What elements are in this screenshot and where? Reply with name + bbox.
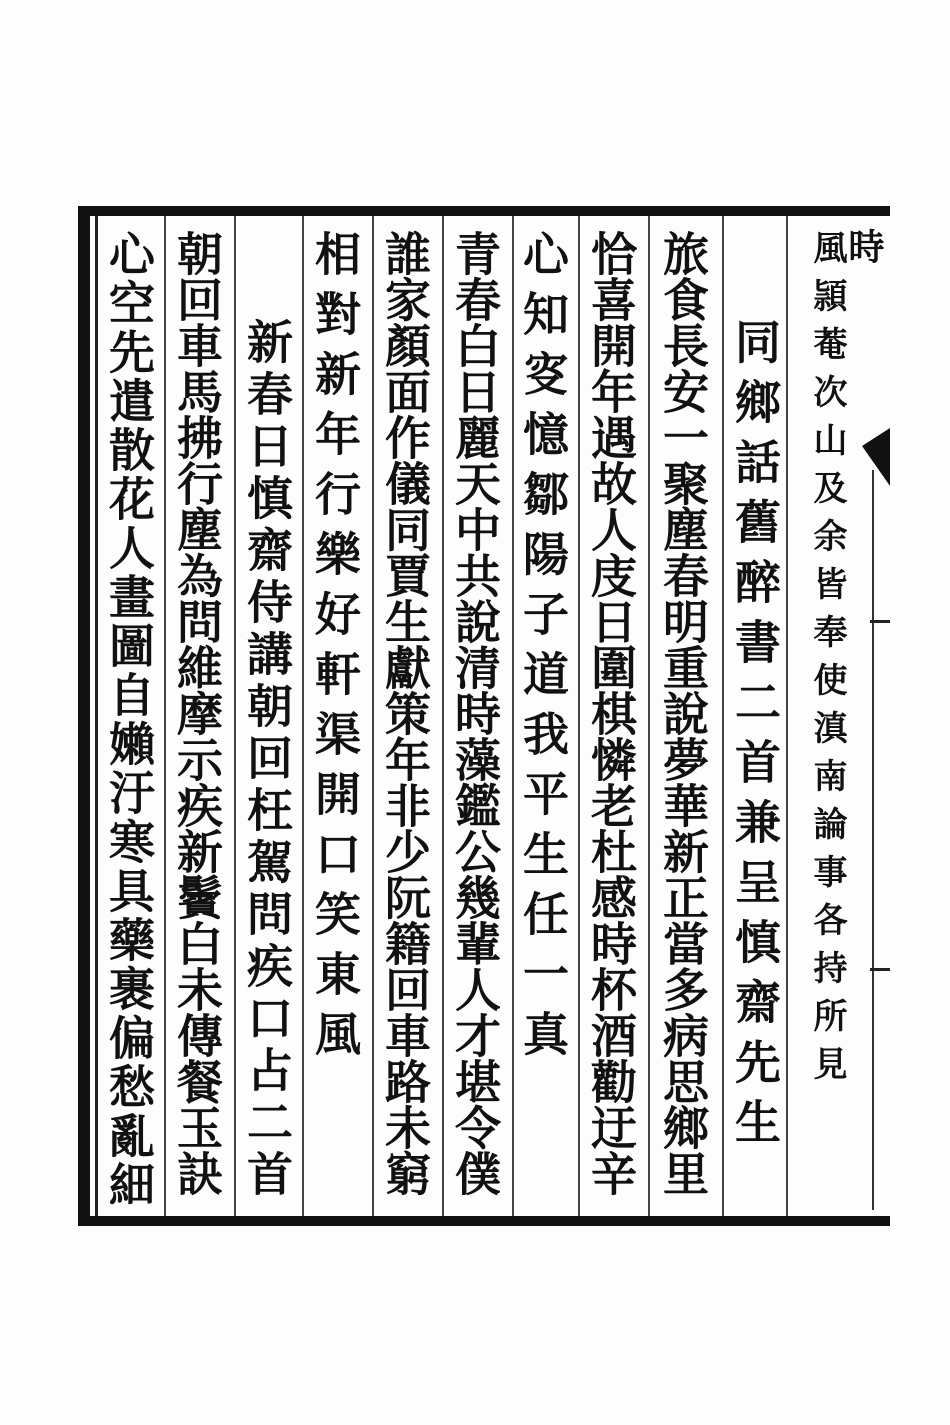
text-column-9: 新春日慎齋侍講朝回枉駕問疾口占二首	[240, 318, 294, 1202]
edge-mark	[870, 620, 890, 623]
edge-mark	[870, 968, 890, 971]
text-column-11: 心空先遣散花人畫圖自嬾汙寒具藥裹偏愁亂細	[102, 230, 156, 1210]
text-column-2: 同鄉話舊醉書二首兼呈慎齋先生	[728, 318, 782, 1158]
frame-left-border	[78, 206, 90, 1226]
text-column-4: 恰喜開年遇故人庋日圍棋憐老杜感時杯酒勸迂辛	[584, 230, 638, 1196]
block-center-edge	[872, 470, 892, 1210]
frame-top-border	[78, 206, 890, 216]
text-column-10: 朝回車馬拂行塵為問維摩示疾新鬢白未傳餐玉訣	[170, 230, 224, 1196]
text-column-6: 青春白日麗天中共說清時藻鑑公幾輩人才堪令僕	[448, 230, 502, 1196]
text-column-3: 旅食長安一聚塵春明重說夢華新正當多病思鄉里	[656, 230, 710, 1196]
text-column-1: 風頴菴次山及余皆奉使滇南論事各持所見	[807, 230, 847, 1094]
text-column-7: 誰家顏面作儀同賈生獻策年非少阮籍回車路未窮	[378, 230, 432, 1196]
margin-heading: 時	[843, 228, 885, 264]
frame-bottom-border	[78, 1216, 890, 1226]
text-column-5: 心知叜憶鄒陽子道我平生任一真	[516, 230, 570, 1070]
text-column-8: 相對新年行樂好軒渠開口笑東風	[308, 230, 362, 1070]
